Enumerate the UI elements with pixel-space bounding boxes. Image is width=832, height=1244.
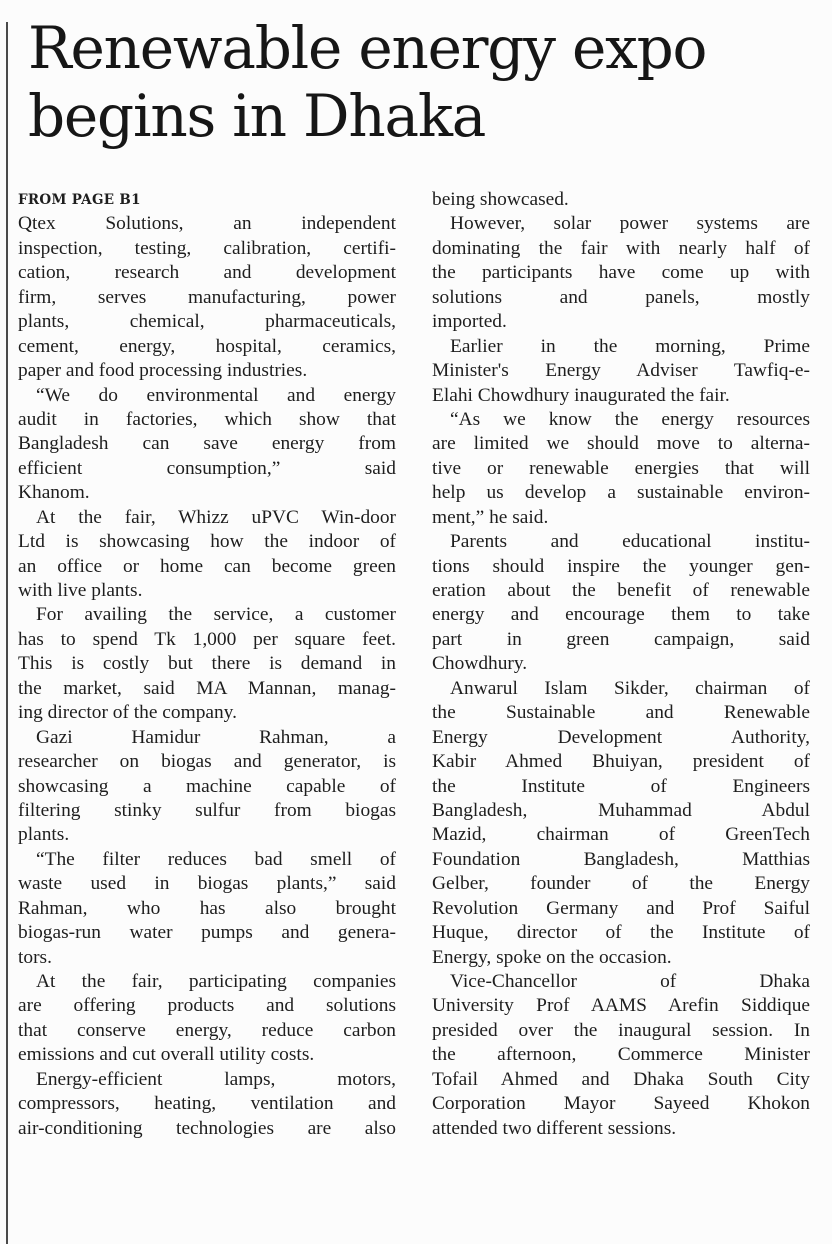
article-line: waste used in biogas plants,” said [18, 873, 396, 895]
article-column-right [432, 188, 810, 1141]
article-line: are offering products and solutions [18, 995, 396, 1017]
article-line: Khanom. [18, 482, 90, 504]
article-line: filtering stinky sulfur from biogas [18, 799, 396, 821]
article-line: Minister's Energy Adviser Tawfiq-e- [432, 360, 810, 382]
article-line: Energy Development Authority, [432, 726, 810, 748]
article-line: being showcased. [432, 189, 569, 210]
article-line: cation, research and development [18, 262, 396, 284]
article-line: the Sustainable and Renewable [432, 702, 810, 724]
article-line: paper and food processing industries. [18, 360, 308, 382]
article-line: However, solar power systems are [450, 213, 810, 235]
article-line: Revolution Germany and Prof Saiful [432, 897, 810, 919]
article-line: At the fair, Whizz uPVC Win-door [36, 506, 396, 528]
article-line: tive or renewable energies that will [432, 457, 810, 479]
article-line: presided over the inaugural session. In [432, 1019, 810, 1041]
article-line: This is costly but there is demand in [18, 653, 396, 675]
article-line: are limited we should move to alterna- [432, 433, 810, 455]
article-line: Energy, spoke on the occasion. [432, 946, 672, 968]
article-line: Energy-efficient lamps, motors, [36, 1068, 396, 1090]
article-line: has to spend Tk 1,000 per square feet. [18, 628, 396, 650]
article-line: At the fair, participating companies [36, 971, 396, 992]
article-line: “As we know the energy resources [450, 408, 810, 430]
article-line: biogas-run water pumps and genera- [18, 922, 396, 944]
article-line: solutions and panels, mostly [432, 286, 810, 308]
article-line: Corporation Mayor Sayeed Khokon [432, 1093, 810, 1115]
article-line: Chowdhury. [432, 653, 528, 675]
article-line: the Institute of Engineers [432, 775, 810, 797]
article-line: part in green campaign, said [432, 628, 810, 650]
article-line: “We do environmental and energy [36, 384, 396, 406]
article-line: imported. [432, 311, 507, 333]
article-line: showcasing a machine capable of [18, 775, 396, 797]
article-line: Kabir Ahmed Bhuiyan, president of [432, 751, 810, 773]
article-line: audit in factories, which show that [18, 408, 396, 430]
article-line: Bangladesh, Muhammad Abdul [432, 799, 810, 821]
article-line: Mazid, chairman of GreenTech [432, 824, 810, 846]
article-line: researcher on biogas and generator, is [18, 751, 396, 773]
article-line: efficient consumption,” said [18, 457, 396, 479]
article-line: Qtex Solutions, an independent [18, 213, 396, 235]
article-line: Elahi Chowdhury inaugurated the fair. [432, 384, 730, 406]
article-line: tions should inspire the younger gen- [432, 555, 810, 577]
article-line: cement, energy, hospital, ceramics, [18, 335, 396, 357]
article-line: Parents and educational institu- [450, 531, 810, 553]
article-line: plants, chemical, pharmaceuticals, [18, 311, 396, 333]
article-line: firm, serves manufacturing, power [18, 286, 396, 308]
article-line: air-conditioning technologies are also [18, 1117, 396, 1139]
article-line: emissions and cut overall utility costs. [18, 1044, 315, 1066]
column-rule [6, 22, 8, 1244]
article-line: ment,” he said. [432, 506, 549, 528]
article-line: eration about the benefit of renewable [432, 580, 810, 601]
article-line: an office or home can become green [18, 555, 396, 577]
page-reference: FROM PAGE B1 [18, 192, 141, 208]
article-line: attended two different sessions. [432, 1117, 677, 1139]
article-line: help us develop a sustainable environ- [432, 482, 810, 504]
article-line: with live plants. [18, 580, 143, 601]
article-line: the participants have come up with [432, 262, 810, 284]
article-line: energy and encourage them to take [432, 604, 810, 626]
headline-line-1: Renewable energy expo [28, 14, 707, 82]
article-line: compressors, heating, ventilation and [18, 1093, 396, 1115]
article-line: tors. [18, 946, 52, 968]
article-line: Anwarul Islam Sikder, chairman of [450, 677, 810, 699]
article-line: the afternoon, Commerce Minister [432, 1044, 810, 1066]
headline-line-2: begins in Dhaka [28, 82, 486, 150]
article-line: inspection, testing, calibration, certifi- [18, 237, 396, 259]
article-line: Gazi Hamidur Rahman, a [36, 726, 396, 748]
article-line: “The filter reduces bad smell of [36, 848, 396, 870]
article-line: For availing the service, a customer [36, 604, 396, 626]
article-line: plants. [18, 824, 70, 846]
article-line: that conserve energy, reduce carbon [18, 1019, 396, 1041]
article-line: ing director of the company. [18, 702, 237, 724]
article-line: Foundation Bangladesh, Matthias [432, 848, 810, 870]
article-line: Vice-Chancellor of Dhaka [450, 971, 810, 992]
article-line: Gelber, founder of the Energy [432, 873, 810, 895]
article-line: dominating the fair with nearly half of [432, 237, 810, 259]
article-line: Rahman, who has also brought [18, 897, 396, 919]
article-line: the market, said MA Mannan, manag- [18, 677, 396, 699]
headline [28, 14, 828, 150]
article-column-left [18, 188, 396, 1141]
article-line: Ltd is showcasing how the indoor of [18, 531, 396, 553]
article-line: Earlier in the morning, Prime [450, 335, 810, 357]
article-line: Huque, director of the Institute of [432, 922, 810, 944]
article-line: Tofail Ahmed and Dhaka South City [432, 1068, 810, 1090]
article-line: University Prof AAMS Arefin Siddique [432, 995, 810, 1017]
article-line: Bangladesh can save energy from [18, 433, 396, 455]
